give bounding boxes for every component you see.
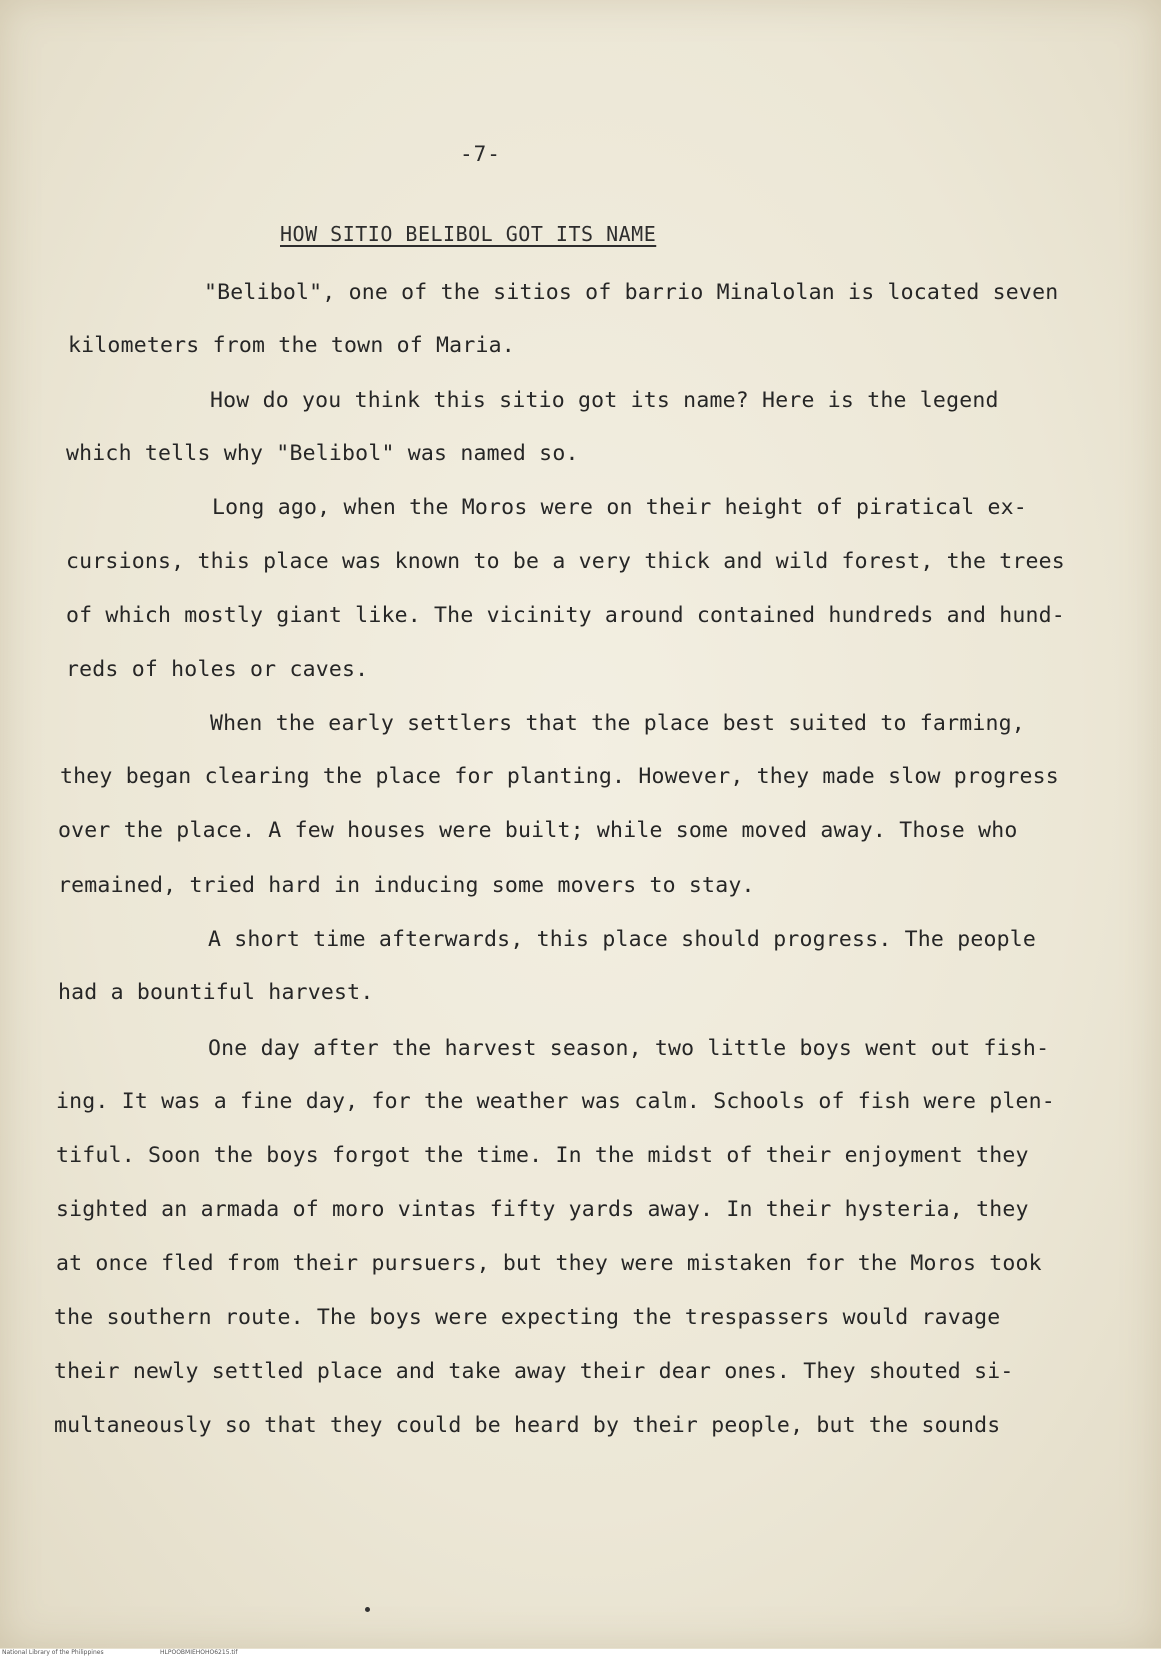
scan-footer (0, 1649, 1161, 1658)
text-line: at once fled from their pursuers, but they were mistaken for the Moros took (56, 1251, 1042, 1276)
text-line: had a bountiful harvest. (58, 980, 374, 1005)
ink-dot (365, 1607, 370, 1612)
text-line: sighted an armada of moro vintas fifty yards away. In their hysteria, they (56, 1197, 1029, 1222)
text-line: they began clearing the place for planting. However, they made slow progress (60, 764, 1059, 789)
text-line: over the place. A few houses were built; while some moved away. Those who (58, 818, 1018, 843)
text-line: tiful. Soon the boys forgot the time. In the midst of their enjoyment they (56, 1143, 1029, 1168)
text-line: remained, tried hard in inducing some movers to stay. (58, 873, 755, 898)
document-title: HOW SITIO BELIBOL GOT ITS NAME (280, 222, 657, 246)
text-line: "Belibol", one of the sitios of barrio Minalolan is located seven (204, 280, 1059, 305)
footer-library: National Library of the Philippines (2, 1649, 104, 1656)
text-line: ing. It was a fine day, for the weather was calm. Schools of fish were plen- (56, 1089, 1055, 1114)
text-line: One day after the harvest season, two little boys went out fish- (208, 1036, 1050, 1061)
text-line: How do you think this sitio got its name? Here is the legend (210, 388, 999, 413)
text-line: of which mostly giant like. The vicinity around contained hundreds and hund- (66, 603, 1065, 628)
text-line: which tells why "Belibol" was named so. (66, 441, 579, 466)
footer-file-id: HLPOOBMIEHOHO6215.tif (160, 1649, 238, 1656)
text-line: reds of holes or caves. (66, 657, 369, 682)
text-line: cursions, this place was known to be a very thick and wild forest, the trees (66, 549, 1065, 574)
text-line: A short time afterwards, this place should progress. The people (208, 927, 1037, 952)
text-line: When the early settlers that the place best suited to farming, (210, 711, 1025, 736)
text-line: Long ago, when the Moros were on their height of piratical ex- (212, 495, 1027, 520)
text-line: the southern route. The boys were expecting the trespassers would ravage (54, 1305, 1001, 1330)
text-line: their newly settled place and take away their dear ones. They shouted si- (54, 1359, 1014, 1384)
page-number: -7- (460, 142, 501, 166)
text-line: multaneously so that they could be heard by their people, but the sounds (54, 1413, 1001, 1438)
text-line: kilometers from the town of Maria. (68, 333, 515, 358)
